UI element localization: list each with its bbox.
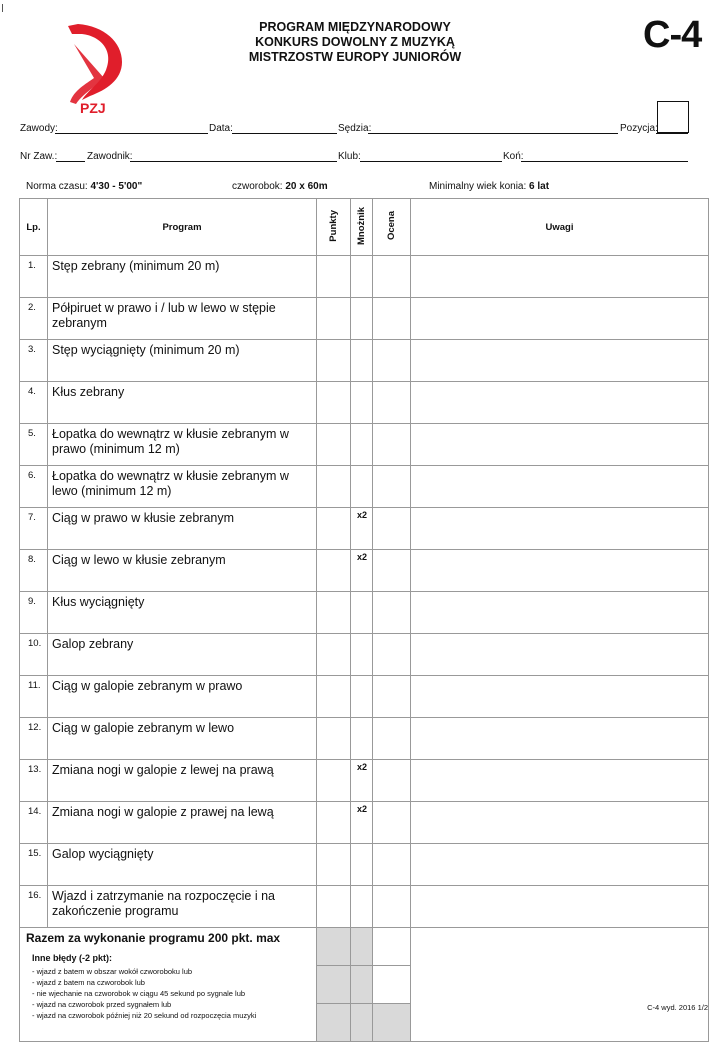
czworobok-label: czworobok: bbox=[232, 181, 286, 192]
total-ocena-cell bbox=[373, 1004, 411, 1042]
row-multiplier: x2 bbox=[351, 760, 373, 802]
row-punkty-cell[interactable] bbox=[317, 550, 351, 592]
error-item: - wjazd z batem na czworobok lub bbox=[32, 978, 145, 987]
table-row bbox=[20, 802, 709, 844]
minimalny-wiek bbox=[429, 181, 549, 192]
nr-zaw-label: Nr Zaw.: bbox=[20, 151, 58, 162]
footer-edition: C-4 wyd. 2016 1/2 bbox=[647, 1003, 708, 1012]
row-number: 12. bbox=[20, 718, 48, 760]
row-ocena-cell[interactable] bbox=[373, 256, 411, 298]
row-uwagi-cell[interactable] bbox=[411, 634, 709, 676]
pozycja-box[interactable] bbox=[657, 101, 689, 133]
row-ocena-cell[interactable] bbox=[373, 382, 411, 424]
row-program-text: Ciąg w galopie zebranym w lewo bbox=[48, 718, 317, 760]
error-item: - nie wjechanie na czworobok w ciągu 45 sekund po sygnale lub bbox=[32, 989, 246, 998]
row-punkty-cell[interactable] bbox=[317, 760, 351, 802]
row-number: 7. bbox=[20, 508, 48, 550]
col-punkty bbox=[317, 199, 351, 256]
kon-label: Koń: bbox=[503, 151, 524, 162]
col-mnoznik bbox=[351, 199, 373, 256]
logo-text: PZJ bbox=[80, 100, 106, 116]
row-ocena-cell[interactable] bbox=[373, 760, 411, 802]
table-row bbox=[20, 382, 709, 424]
scoring-table bbox=[19, 198, 709, 1042]
row-uwagi-cell[interactable] bbox=[411, 424, 709, 466]
row-uwagi-cell[interactable] bbox=[411, 382, 709, 424]
row-uwagi-cell[interactable] bbox=[411, 550, 709, 592]
row-ocena-cell[interactable] bbox=[373, 424, 411, 466]
row-number: 5. bbox=[20, 424, 48, 466]
pozycja-field[interactable] bbox=[656, 133, 688, 134]
row-program-text: Galop zebrany bbox=[48, 634, 317, 676]
form-title bbox=[220, 20, 490, 65]
row-number: 11. bbox=[20, 676, 48, 718]
norma-label: Norma czasu: bbox=[26, 181, 91, 192]
row-number: 2. bbox=[20, 298, 48, 340]
table-row bbox=[20, 634, 709, 676]
table-row bbox=[20, 550, 709, 592]
err-mnoznik-cell bbox=[351, 966, 373, 1004]
klub-label: Klub: bbox=[338, 151, 361, 162]
table-row bbox=[20, 718, 709, 760]
title-line-3: MISTRZOSTW EUROPY JUNIORÓW bbox=[248, 50, 462, 64]
row-punkty-cell[interactable] bbox=[317, 256, 351, 298]
klub-field[interactable] bbox=[360, 161, 502, 162]
table-body bbox=[20, 256, 709, 928]
row-uwagi-cell[interactable] bbox=[411, 802, 709, 844]
row-ocena-cell[interactable] bbox=[373, 466, 411, 508]
summary-title: Razem za wykonanie programu 200 pkt. max bbox=[26, 931, 281, 945]
row-number: 8. bbox=[20, 550, 48, 592]
norma-value: 4'30 - 5'00" bbox=[90, 181, 143, 192]
error-item: - wjazd z batem w obszar wokół czworoboku lub bbox=[32, 967, 193, 976]
form-code: C-4 bbox=[643, 14, 702, 56]
err-ocena-cell[interactable] bbox=[373, 966, 411, 1004]
row-program-text: Łopatka do wewnątrz w kłusie zebranym w prawo (minimum 12 m) bbox=[48, 424, 317, 466]
row-multiplier: x2 bbox=[351, 802, 373, 844]
total-punkty-cell bbox=[317, 1004, 351, 1042]
row-number: 6. bbox=[20, 466, 48, 508]
table-row bbox=[20, 760, 709, 802]
row-punkty-cell[interactable] bbox=[317, 340, 351, 382]
row-multiplier bbox=[351, 634, 373, 676]
row-multiplier bbox=[351, 382, 373, 424]
row-ocena-cell[interactable] bbox=[373, 508, 411, 550]
row-multiplier bbox=[351, 424, 373, 466]
data-field[interactable] bbox=[232, 133, 337, 134]
row-multiplier bbox=[351, 298, 373, 340]
row-ocena-cell[interactable] bbox=[373, 550, 411, 592]
zawody-label: Zawody: bbox=[20, 123, 58, 134]
col-ocena bbox=[373, 199, 411, 256]
row-uwagi-cell[interactable] bbox=[411, 676, 709, 718]
err-punkty-cell bbox=[317, 966, 351, 1004]
row-punkty-cell[interactable] bbox=[317, 844, 351, 886]
row-ocena-cell[interactable] bbox=[373, 844, 411, 886]
error-item: - wjazd na czworobok później niż 20 sekund od rozpoczęcia muzyki bbox=[32, 1011, 257, 1020]
row-uwagi-cell[interactable] bbox=[411, 256, 709, 298]
nr-zaw-field[interactable] bbox=[56, 161, 85, 162]
sedzia-field[interactable] bbox=[368, 133, 618, 134]
table-row bbox=[20, 424, 709, 466]
row-multiplier bbox=[351, 256, 373, 298]
sum-punkty-cell bbox=[317, 928, 351, 966]
title-line-1: PROGRAM MIĘDZYNARODOWY bbox=[259, 20, 451, 34]
row-ocena-cell[interactable] bbox=[373, 802, 411, 844]
kon-field[interactable] bbox=[521, 161, 688, 162]
wiek-value: 6 lat bbox=[529, 181, 550, 192]
row-punkty-cell[interactable] bbox=[317, 466, 351, 508]
row-multiplier bbox=[351, 676, 373, 718]
zawody-field[interactable] bbox=[55, 133, 208, 134]
col-punkty-label: Punkty bbox=[328, 209, 339, 242]
row-punkty-cell[interactable] bbox=[317, 508, 351, 550]
title-line-2: KONKURS DOWOLNY Z MUZYKĄ bbox=[255, 35, 455, 49]
row-uwagi-cell[interactable] bbox=[411, 340, 709, 382]
table-row bbox=[20, 886, 709, 928]
row-uwagi-cell[interactable] bbox=[411, 718, 709, 760]
sum-ocena-cell[interactable] bbox=[373, 928, 411, 966]
row-ocena-cell[interactable] bbox=[373, 718, 411, 760]
row-punkty-cell[interactable] bbox=[317, 592, 351, 634]
col-lp: Lp. bbox=[20, 199, 48, 256]
row-punkty-cell[interactable] bbox=[317, 718, 351, 760]
errors-heading: Inne błędy (-2 pkt): bbox=[32, 953, 113, 963]
col-mnoznik-label: Mnożnik bbox=[356, 206, 367, 245]
row-number: 14. bbox=[20, 802, 48, 844]
row-uwagi-cell[interactable] bbox=[411, 760, 709, 802]
row-multiplier bbox=[351, 718, 373, 760]
pzj-logo bbox=[60, 20, 132, 116]
row-program-text: Kłus wyciągnięty bbox=[48, 592, 317, 634]
row-multiplier bbox=[351, 844, 373, 886]
row-ocena-cell[interactable] bbox=[373, 298, 411, 340]
row-program-text: Ciąg w prawo w kłusie zebranym bbox=[48, 508, 317, 550]
data-label: Data: bbox=[209, 123, 233, 134]
row-ocena-cell[interactable] bbox=[373, 634, 411, 676]
row-program-text: Ciąg w lewo w kłusie zebranym bbox=[48, 550, 317, 592]
czworobok-value: 20 x 60m bbox=[285, 181, 328, 192]
row-uwagi-cell[interactable] bbox=[411, 508, 709, 550]
row-number: 13. bbox=[20, 760, 48, 802]
zawodnik-label: Zawodnik: bbox=[87, 151, 133, 162]
row-program-text: Zmiana nogi w galopie z lewej na prawą bbox=[48, 760, 317, 802]
col-uwagi: Uwagi bbox=[411, 199, 709, 256]
row-multiplier bbox=[351, 466, 373, 508]
row-number: 3. bbox=[20, 340, 48, 382]
row-uwagi-cell[interactable] bbox=[411, 844, 709, 886]
table-row bbox=[20, 508, 709, 550]
table-row bbox=[20, 256, 709, 298]
norma-czasu bbox=[26, 181, 142, 192]
col-ocena-label: Ocena bbox=[386, 210, 397, 241]
row-program-text: Półpiruet w prawo i / lub w lewo w stępie zebranym bbox=[48, 298, 317, 340]
wiek-label: Minimalny wiek konia: bbox=[429, 181, 530, 192]
row-ocena-cell[interactable] bbox=[373, 592, 411, 634]
table-row bbox=[20, 844, 709, 886]
row-ocena-cell[interactable] bbox=[373, 676, 411, 718]
row-number: 4. bbox=[20, 382, 48, 424]
row-punkty-cell[interactable] bbox=[317, 802, 351, 844]
row-number: 10. bbox=[20, 634, 48, 676]
row-punkty-cell[interactable] bbox=[317, 298, 351, 340]
row-number: 15. bbox=[20, 844, 48, 886]
czworobok bbox=[232, 181, 328, 192]
table-row bbox=[20, 340, 709, 382]
row-multiplier bbox=[351, 886, 373, 928]
errors-block bbox=[20, 953, 316, 1021]
sum-mnoznik-cell bbox=[351, 928, 373, 966]
total-mnoznik-cell bbox=[351, 1004, 373, 1042]
row-punkty-cell[interactable] bbox=[317, 634, 351, 676]
error-item: - wjazd na czworobok przed sygnałem lub bbox=[32, 1000, 172, 1009]
table-row bbox=[20, 298, 709, 340]
summary-cell bbox=[20, 928, 317, 1042]
row-multiplier: x2 bbox=[351, 550, 373, 592]
table-row bbox=[20, 676, 709, 718]
row-punkty-cell[interactable] bbox=[317, 382, 351, 424]
pozycja-label: Pozycja: bbox=[620, 123, 658, 134]
row-uwagi-cell[interactable] bbox=[411, 466, 709, 508]
row-uwagi-cell[interactable] bbox=[411, 592, 709, 634]
row-uwagi-cell[interactable] bbox=[411, 298, 709, 340]
page-edge-mark bbox=[2, 4, 3, 12]
row-program-text: Kłus zebrany bbox=[48, 382, 317, 424]
col-program: Program bbox=[48, 199, 317, 256]
row-number: 1. bbox=[20, 256, 48, 298]
summary-section bbox=[20, 928, 709, 1042]
row-multiplier bbox=[351, 592, 373, 634]
row-program-text: Stęp zebrany (minimum 20 m) bbox=[48, 256, 317, 298]
row-program-text: Zmiana nogi w galopie z prawej na lewą bbox=[48, 802, 317, 844]
table-row bbox=[20, 466, 709, 508]
row-number: 9. bbox=[20, 592, 48, 634]
sum-uwagi-cell[interactable] bbox=[411, 928, 709, 1042]
row-multiplier: x2 bbox=[351, 508, 373, 550]
row-punkty-cell[interactable] bbox=[317, 424, 351, 466]
row-uwagi-cell[interactable] bbox=[411, 886, 709, 928]
row-program-text: Galop wyciągnięty bbox=[48, 844, 317, 886]
sedzia-label: Sędzia: bbox=[338, 123, 372, 134]
row-multiplier bbox=[351, 340, 373, 382]
zawodnik-field[interactable] bbox=[130, 161, 337, 162]
row-program-text: Wjazd i zatrzymanie na rozpoczęcie i na zakończenie programu bbox=[48, 886, 317, 928]
row-program-text: Stęp wyciągnięty (minimum 20 m) bbox=[48, 340, 317, 382]
row-ocena-cell[interactable] bbox=[373, 886, 411, 928]
row-number: 16. bbox=[20, 886, 48, 928]
row-punkty-cell[interactable] bbox=[317, 886, 351, 928]
row-punkty-cell[interactable] bbox=[317, 676, 351, 718]
table-row bbox=[20, 592, 709, 634]
row-program-text: Ciąg w galopie zebranym w prawo bbox=[48, 676, 317, 718]
row-program-text: Łopatka do wewnątrz w kłusie zebranym w lewo (minimum 12 m) bbox=[48, 466, 317, 508]
row-ocena-cell[interactable] bbox=[373, 340, 411, 382]
